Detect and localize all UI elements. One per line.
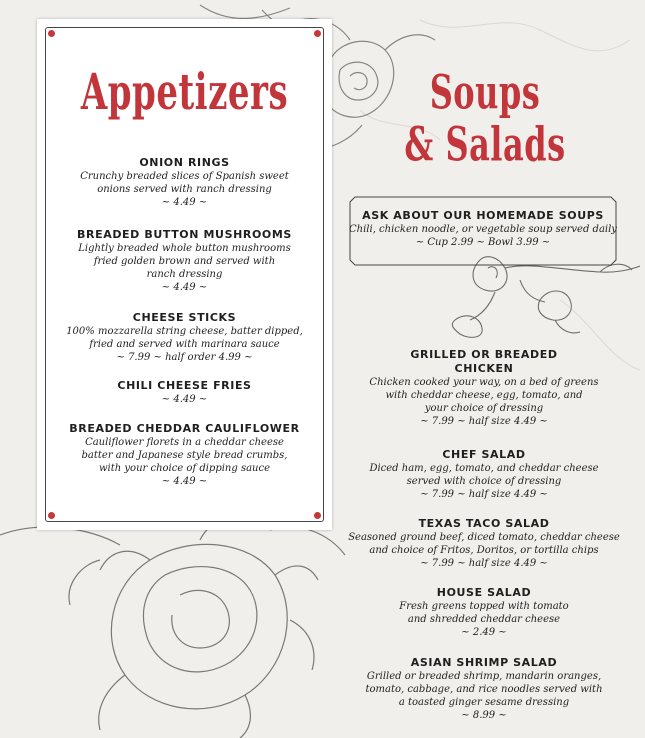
item-price: ~ 7.99 ~ half size 4.49 ~ (420, 489, 548, 500)
item-description: Fresh greens topped with tomato and shredded cheddar cheese (399, 601, 569, 625)
item-price: ~ 2.49 ~ (461, 627, 507, 638)
soups-heading: Soups (429, 65, 541, 121)
item-price: ~ 4.49 ~ (161, 282, 208, 293)
item-price: ~ 4.49 ~ (161, 394, 208, 405)
item-description: Chicken cooked your way, on a bed of greens with cheddar cheese, egg, tomato, and your choice of dressing (369, 377, 599, 414)
item-description: Cauliflower florets in a cheddar cheese batter and Japanese style bread crumbs, with your choice of dipping sauce (81, 437, 288, 474)
item-description: Diced ham, egg, tomato, and cheddar cheese served with choice of dressing (369, 463, 599, 487)
item-description: Crunchy breaded slices of Spanish sweet onions served with ranch dressing (80, 171, 289, 195)
corner-dot (314, 512, 321, 519)
artichoke-illustration (0, 520, 345, 738)
item-description: Grilled or breaded shrimp, mandarin oranges, tomato, cabbage, and rice noodles served with a toasted ginger sesame dressing (365, 671, 603, 708)
item-description: Lightly breaded whole button mushrooms fried golden brown and served with ranch dressing (78, 243, 291, 280)
menu-item (353, 586, 615, 639)
appetizers-heading: Appetizers (80, 64, 289, 123)
item-price: ~ 4.49 ~ (161, 197, 208, 208)
soup-item (349, 209, 617, 249)
corner-dot (48, 30, 55, 37)
menu-item (353, 448, 615, 501)
menu-item (47, 156, 322, 209)
salads-heading: & Salads (404, 117, 566, 173)
item-name: CHILI CHEESE FRIES (117, 379, 252, 392)
menu-item (353, 348, 615, 428)
item-name: GRILLED OR BREADED CHICKEN (410, 348, 558, 375)
menu-item (353, 656, 615, 722)
corner-dot (48, 512, 55, 519)
item-price: ~ 7.99 ~ half size 4.49 ~ (420, 558, 548, 569)
item-price: ~ 8.99 ~ (461, 710, 507, 721)
item-description: 100% mozzarella string cheese, batter dipped, fried and served with marinara sauce (66, 326, 303, 350)
item-name: ASIAN SHRIMP SALAD (410, 656, 558, 669)
item-price: ~ 7.99 ~ half order 4.99 ~ (116, 352, 253, 363)
item-name: CHEESE STICKS (132, 311, 237, 324)
soup-box (349, 196, 617, 266)
item-name: ONION RINGS (139, 156, 230, 169)
item-name: HOUSE SALAD (436, 586, 532, 599)
appetizers-card (37, 19, 332, 530)
menu-item (343, 517, 625, 570)
item-name: BREADED CHEDDAR CAULIFLOWER (69, 422, 300, 435)
menu-item (47, 228, 322, 294)
item-price: ~ 4.49 ~ (161, 476, 208, 487)
item-name: BREADED BUTTON MUSHROOMS (77, 228, 292, 241)
item-description: Chili, chicken noodle, or vegetable soup served daily (349, 224, 617, 235)
item-description: Seasoned ground beef, diced tomato, cheddar cheese and choice of Fritos, Doritos, or tortilla chips (348, 532, 620, 556)
item-price: ~ 7.99 ~ half size 4.49 ~ (420, 416, 548, 427)
menu-item (47, 422, 322, 488)
sweet-pea-illustration (452, 257, 640, 338)
item-name: TEXAS TACO SALAD (418, 517, 550, 530)
item-price: ~ Cup 2.99 ~ Bowl 3.99 ~ (415, 237, 551, 248)
item-name: ASK ABOUT OUR HOMEMADE SOUPS (362, 209, 604, 222)
corner-dot (314, 30, 321, 37)
item-name: CHEF SALAD (442, 448, 526, 461)
menu-item (47, 379, 322, 406)
menu-item (47, 311, 322, 364)
